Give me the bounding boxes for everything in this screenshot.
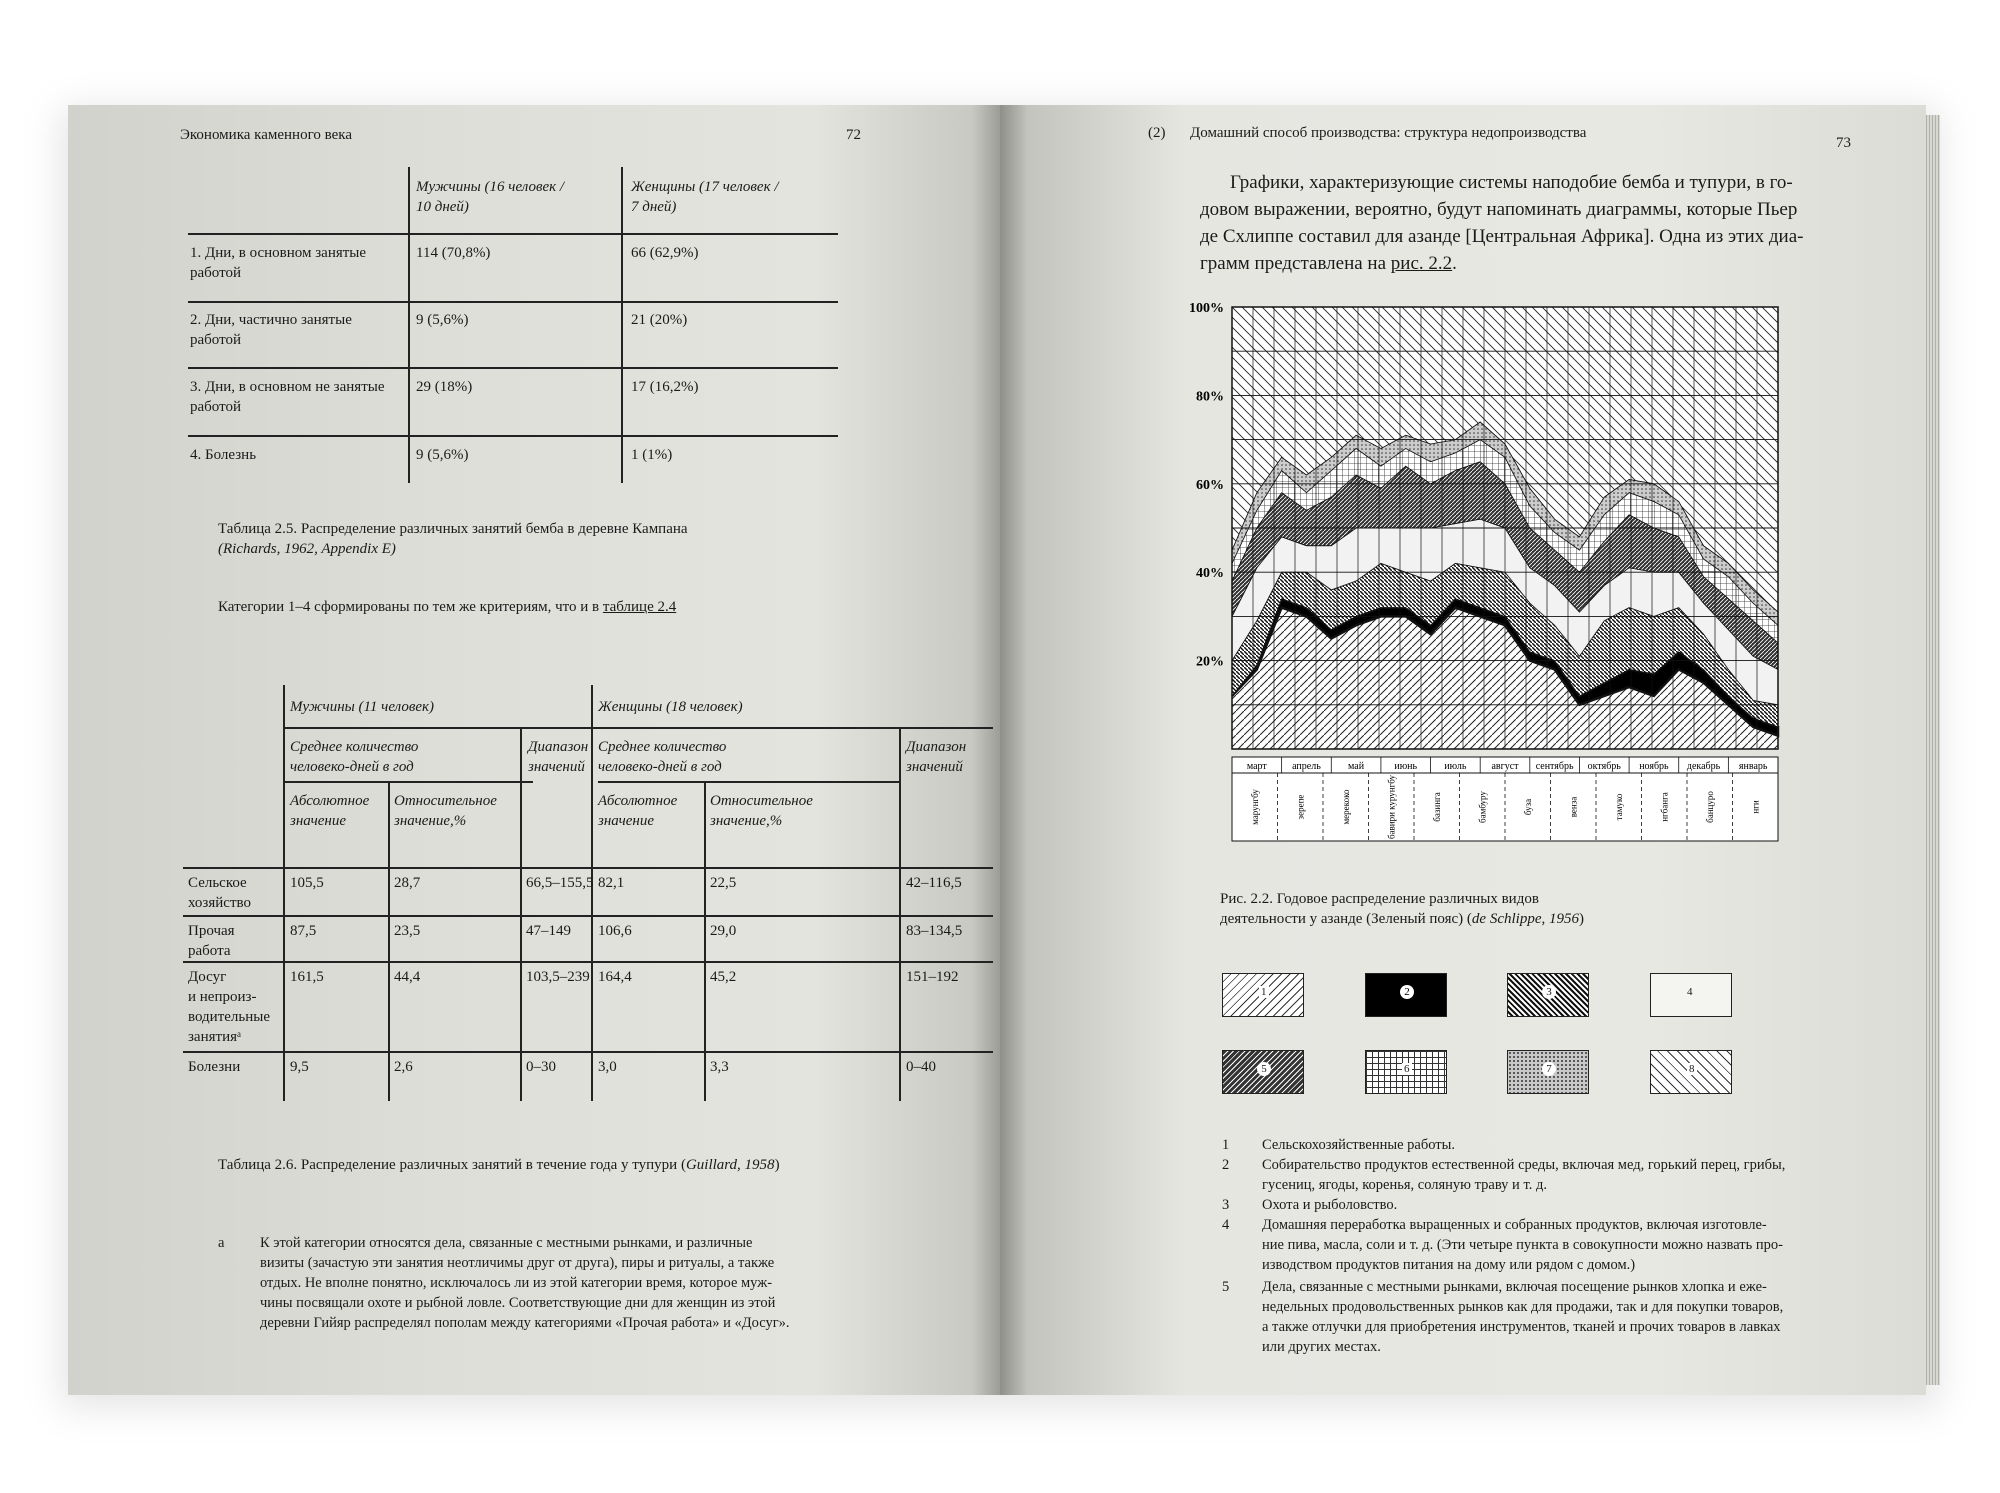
men-avg-label-2: человеко-дней в год <box>290 759 414 775</box>
season-label: банцуро <box>1704 791 1715 823</box>
figure-caption-line2: деятельности у азанде (Зеленый пояс) (de Schlippe, 1956) <box>1220 911 1584 927</box>
footnote-line: визиты (зачастую эти занятия неотличимы друг от друга), пиры и ритуалы, а также <box>260 1255 775 1271</box>
table-col-rule <box>704 781 706 1101</box>
t26-row4-m-abs: 9,5 <box>290 1059 309 1075</box>
body-line: Графики, характеризующие системы наподобие бемба и тупури, в го- <box>1230 172 1793 193</box>
note-line: ние пива, масла, соли и т. д. (Эти четыре пункта в совокупности можно назвать про- <box>1262 1237 1783 1253</box>
table-rule <box>283 727 993 729</box>
row3-women: 17 (16,2%) <box>631 379 699 395</box>
table-rule <box>283 781 533 783</box>
table-col-rule <box>408 167 410 483</box>
note-number: 1 <box>1222 1137 1230 1153</box>
legend-swatch-4: 4 <box>1650 973 1732 1017</box>
t26-row2-w-abs: 106,6 <box>598 923 632 939</box>
season-label: тамуко <box>1613 793 1624 821</box>
month-label: октябрь <box>1587 761 1621 772</box>
women-rel-label-1: Относительное <box>710 793 813 809</box>
season-label: нги <box>1750 800 1761 814</box>
row3-label-1: 3. Дни, в основном не занятые <box>190 379 385 395</box>
month-label: декабрь <box>1686 761 1721 772</box>
t26-row1-m-range: 66,5–155,5 <box>526 875 594 891</box>
row1-label-1: 1. Дни, в основном занятые <box>190 245 367 261</box>
season-label: мерекоко <box>1340 789 1351 825</box>
figure-link[interactable]: рис. 2.2 <box>1390 253 1453 274</box>
note-line: Сельскохозяйственные работы. <box>1262 1137 1455 1153</box>
row4-women: 1 (1%) <box>631 447 673 463</box>
table25-note: Категории 1–4 сформированы по тем же критериям, что и в таблице 2.4 <box>218 599 677 615</box>
t26-row1-label-2: хозяйство <box>188 895 251 911</box>
row3-men: 29 (18%) <box>416 379 473 395</box>
note-line: Дела, связанные с местными рынками, включая посещение рынков хлопка и еже- <box>1262 1279 1767 1295</box>
y-tick-label: 60% <box>1196 477 1224 493</box>
t26-row2-m-range: 47–149 <box>526 923 571 939</box>
note-line: Охота и рыболовство. <box>1262 1197 1398 1213</box>
table-col-rule <box>388 781 390 1101</box>
note-line: Собирательство продуктов естественной среды, включая мед, горький перец, грибы, <box>1262 1157 1786 1173</box>
men-avg-label-1: Среднее количество <box>290 739 419 755</box>
table25-source: (Richards, 1962, Appendix E) <box>218 541 396 557</box>
footnote-line: К этой категории относятся дела, связанные с местными рынками, и различные <box>260 1235 753 1251</box>
women-avg-label-2: человеко-дней в год <box>598 759 722 775</box>
footnote-line: чины посвящали охоте и рыбной ловле. Соответствующие дни для женщин из этой <box>260 1295 776 1311</box>
men-abs-label-2: значение <box>290 813 347 829</box>
t26-row4-w-abs: 3,0 <box>598 1059 617 1075</box>
season-label: венза <box>1568 796 1579 818</box>
t26-row3-w-range: 151–192 <box>906 969 959 985</box>
body-line: довом выражении, вероятно, будут напоминать диаграммы, которые Пьер <box>1200 199 1798 220</box>
month-label: март <box>1246 761 1267 772</box>
women-abs-label-2: значение <box>598 813 655 829</box>
t26-row2-w-rel: 29,0 <box>710 923 737 939</box>
table-rule <box>183 867 993 869</box>
women-avg-label-1: Среднее количество <box>598 739 727 755</box>
t26-row3-m-abs: 161,5 <box>290 969 324 985</box>
footnote-marker: a <box>218 1235 225 1251</box>
table-2-4-link[interactable]: таблице 2.4 <box>602 599 677 615</box>
table26-caption: Таблица 2.6. Распределение различных занятий в течение года у тупури (Guillard, 1958) <box>218 1157 780 1173</box>
t26-row2-m-rel: 23,5 <box>394 923 421 939</box>
legend-swatch-8: 8 <box>1650 1050 1732 1094</box>
men-range-label-1: Диапазон <box>528 739 589 755</box>
note-line: а также отлучки для приобретения инструментов, тканей и прочих товаров в лавках <box>1262 1319 1781 1335</box>
right-page <box>1000 105 1926 1395</box>
t26-row1-m-rel: 28,7 <box>394 875 421 891</box>
t26-row3-label-1: Досуг <box>188 969 227 985</box>
men-rel-label-1: Относительное <box>394 793 497 809</box>
t26-row3-w-rel: 45,2 <box>710 969 737 985</box>
men-rel-label-2: значение,% <box>394 813 467 829</box>
body-line: де Схлиппе составил для азанде [Центральная Африка]. Одна из этих диа- <box>1200 226 1804 247</box>
legend-swatch-1: 1 <box>1222 973 1304 1017</box>
y-tick-label: 80% <box>1196 389 1224 405</box>
t26-row4-w-rel: 3,3 <box>710 1059 729 1075</box>
note-number: 5 <box>1222 1279 1230 1295</box>
row2-men: 9 (5,6%) <box>416 312 469 328</box>
table-col-rule <box>621 167 623 483</box>
season-label: бавири курунгбу <box>1386 774 1397 840</box>
figure-caption-line1: Рис. 2.2. Годовое распределение различных видов <box>1220 891 1539 907</box>
season-label: марунгбу <box>1249 789 1260 825</box>
month-label: июль <box>1444 761 1467 772</box>
table-rule <box>188 301 838 303</box>
season-label: зерепе <box>1295 794 1306 820</box>
month-label: январь <box>1738 761 1768 772</box>
month-label: ноябрь <box>1639 761 1669 772</box>
row2-women: 21 (20%) <box>631 312 688 328</box>
table-col-rule <box>591 685 593 1101</box>
table-col-rule <box>899 727 901 1101</box>
t26-row2-w-range: 83–134,5 <box>906 923 963 939</box>
running-head: Экономика каменного века <box>180 127 352 143</box>
row1-label-2: работой <box>190 265 241 281</box>
month-label: апрель <box>1292 761 1321 772</box>
table-rule <box>188 435 838 437</box>
table25-caption: Таблица 2.5. Распределение различных занятий бемба в деревне Кампана <box>218 521 688 537</box>
table-rule <box>183 1051 993 1053</box>
note-number: 4 <box>1222 1217 1230 1233</box>
table-rule <box>188 233 838 235</box>
note-number: 3 <box>1222 1197 1230 1213</box>
left-page <box>68 105 1000 1395</box>
page-number: 72 <box>846 127 861 143</box>
t26-row1-w-rel: 22,5 <box>710 875 737 891</box>
y-tick-label: 40% <box>1196 566 1224 582</box>
table-col-rule <box>283 685 285 1101</box>
note-line: Домашняя переработка выращенных и собранных продуктов, включая изготовле- <box>1262 1217 1767 1233</box>
activity-chart <box>1180 295 1840 855</box>
body-line: грамм представлена на рис. 2.2. <box>1200 253 1457 274</box>
women-range-label-2: значений <box>906 759 963 775</box>
t26-row2-m-abs: 87,5 <box>290 923 317 939</box>
t26-row4-m-rel: 2,6 <box>394 1059 413 1075</box>
row1-women: 66 (62,9%) <box>631 245 699 261</box>
t26-row3-m-range: 103,5–239 <box>526 969 590 985</box>
women-abs-label-1: Абсолютное <box>598 793 678 809</box>
row3-label-2: работой <box>190 399 241 415</box>
season-label: буза <box>1522 798 1533 816</box>
table-rule <box>188 367 838 369</box>
month-label: май <box>1348 761 1365 772</box>
season-label: бамбуру <box>1477 791 1488 823</box>
t26-row4-label: Болезни <box>188 1059 241 1075</box>
table-rule <box>598 781 900 783</box>
table-rule <box>183 961 993 963</box>
note-line: недельных продовольственных рынков как для продажи, так и для покупки товаров, <box>1262 1299 1784 1315</box>
women-rel-label-2: значение,% <box>710 813 783 829</box>
table-rule <box>183 915 993 917</box>
legend-swatch-5: 5 <box>1222 1050 1304 1094</box>
t26-row4-m-range: 0–30 <box>526 1059 556 1075</box>
row4-men: 9 (5,6%) <box>416 447 469 463</box>
month-label: август <box>1491 761 1519 772</box>
t26-row1-w-range: 42–116,5 <box>906 875 962 891</box>
note-number: 2 <box>1222 1157 1230 1173</box>
month-label: сентябрь <box>1535 761 1574 772</box>
group-women-header: Женщины (18 человек) <box>598 699 743 715</box>
month-label: июнь <box>1394 761 1418 772</box>
t26-row3-label-2: и непроиз- <box>188 989 257 1005</box>
chapter-number: (2) <box>1148 125 1166 141</box>
page-number: 73 <box>1836 135 1851 151</box>
row4-label: 4. Болезнь <box>190 447 257 463</box>
season-label: базинга <box>1431 792 1442 822</box>
women-range-label-1: Диапазон <box>906 739 967 755</box>
t26-row1-w-abs: 82,1 <box>598 875 625 891</box>
t26-row3-m-rel: 44,4 <box>394 969 421 985</box>
t26-row2-label-2: работа <box>188 943 231 959</box>
t26-row1-m-abs: 105,5 <box>290 875 324 891</box>
men-range-label-2: значений <box>528 759 585 775</box>
header-men-line2: 10 дней) <box>416 199 469 215</box>
legend-swatch-6: 6 <box>1365 1050 1447 1094</box>
t26-row3-w-abs: 164,4 <box>598 969 632 985</box>
header-women-line1: Женщины (17 человек / <box>631 179 779 195</box>
legend-swatch-2: 2 <box>1365 973 1447 1017</box>
header-women-line2: 7 дней) <box>631 199 677 215</box>
row2-label-2: работой <box>190 332 241 348</box>
legend-swatch-7: 7 <box>1507 1050 1589 1094</box>
page-edge <box>1926 115 1940 1385</box>
men-abs-label-1: Абсолютное <box>290 793 370 809</box>
t26-row2-label-1: Прочая <box>188 923 235 939</box>
legend-swatch-3: 3 <box>1507 973 1589 1017</box>
group-men-header: Мужчины (11 человек) <box>290 699 435 715</box>
table-col-rule <box>520 727 522 1101</box>
running-head: Домашний способ производства: структура недопроизводства <box>1190 125 1587 141</box>
y-tick-label: 100% <box>1189 301 1224 316</box>
season-label: нгбанга <box>1659 792 1670 822</box>
t26-row1-label-1: Сельское <box>188 875 247 891</box>
footnote-line: отдых. Не вполне понятно, исключалось ли из этой категории время, которое муж- <box>260 1275 773 1291</box>
footnote-line: деревни Гийяр распределял пополам между категориями «Прочая работа» и «Досуг». <box>260 1315 790 1331</box>
y-tick-label: 20% <box>1196 654 1224 670</box>
row2-label-1: 2. Дни, частично занятые <box>190 312 352 328</box>
note-line: изводством продуктов питания на дому или рядом с домом.) <box>1262 1257 1636 1273</box>
header-men-line1: Мужчины (16 человек / <box>416 179 565 195</box>
t26-row3-label-4: занятияᵃ <box>188 1029 242 1045</box>
row1-men: 114 (70,8%) <box>416 245 491 261</box>
t26-row4-w-range: 0–40 <box>906 1059 936 1075</box>
t26-row3-label-3: водительные <box>188 1009 271 1025</box>
note-line: гусениц, ягоды, коренья, соляную траву и т. д. <box>1262 1177 1547 1193</box>
note-line: или других местах. <box>1262 1339 1381 1355</box>
